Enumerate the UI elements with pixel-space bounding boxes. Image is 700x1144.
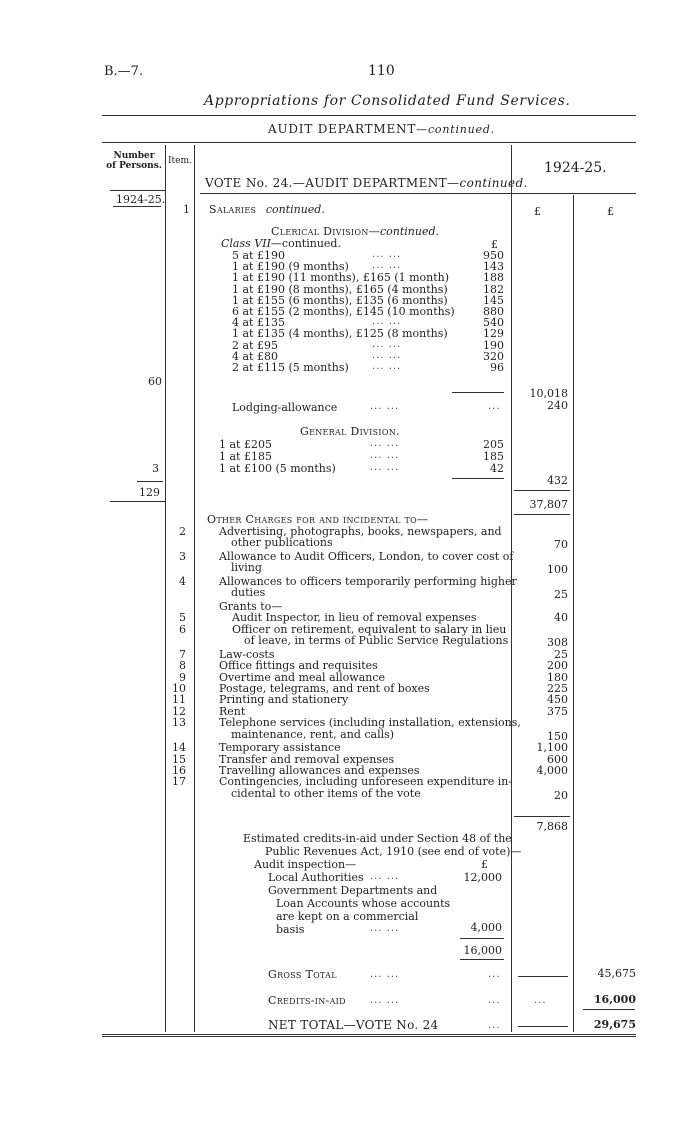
charge-line: cidental to other items of the vote bbox=[231, 787, 421, 800]
charge-amount: 200 bbox=[547, 659, 568, 672]
persons-column-header bbox=[104, 151, 164, 171]
class-label-continued: —continued. bbox=[270, 237, 341, 250]
clerical-row-dots: ... ... bbox=[372, 350, 402, 361]
govt-line-1: Government Departments and bbox=[268, 884, 438, 897]
credits-in-aid-rule bbox=[583, 1009, 635, 1010]
other-charges-total: 7,868 bbox=[536, 820, 568, 833]
section-title-continued: —continued. bbox=[416, 123, 495, 136]
charge-item-number: 16 bbox=[172, 764, 186, 777]
clerical-row-label: 1 at £190 (9 months) bbox=[232, 260, 349, 273]
lodging-amount: 240 bbox=[547, 399, 568, 412]
net-dash bbox=[518, 1026, 568, 1027]
charge-item-number: 13 bbox=[172, 716, 186, 729]
charge-amount: 100 bbox=[547, 563, 568, 576]
charge-line: Officer on retirement, equivalent to salary in lieu bbox=[232, 623, 507, 636]
clerical-row-label: 1 at £135 (4 months), £125 (8 months) bbox=[232, 327, 448, 340]
general-row-amount: 205 bbox=[483, 438, 504, 451]
general-total: 432 bbox=[547, 474, 568, 487]
govt-dots: ... ... bbox=[370, 923, 400, 934]
gross-total-dots-end: ... bbox=[488, 969, 501, 980]
charge-amount: 25 bbox=[554, 648, 568, 661]
item-column-rule bbox=[194, 145, 195, 1032]
clerical-row-amount: 188 bbox=[483, 271, 504, 284]
year-header-rule bbox=[512, 193, 636, 194]
charge-line: Contingencies, including unforeseen expenditure in- bbox=[219, 775, 513, 788]
class-label-text: Class VII bbox=[221, 237, 271, 250]
clerical-row-amount: 190 bbox=[483, 339, 504, 352]
general-persons: 3 bbox=[152, 462, 159, 475]
gross-dash bbox=[518, 976, 568, 977]
clerical-row-amount: 880 bbox=[483, 305, 504, 318]
clerical-row-dots: ... ... bbox=[372, 361, 402, 372]
gross-total-dots: ... ... bbox=[370, 969, 400, 980]
general-row-amount: 42 bbox=[490, 462, 504, 475]
item-column-header: Item. bbox=[168, 156, 192, 166]
charge-amount: 375 bbox=[547, 705, 568, 718]
running-title: Appropriations for Consolidated Fund Services. bbox=[204, 93, 571, 109]
charge-amount: 1,100 bbox=[536, 741, 568, 754]
bottom-rule bbox=[102, 1034, 636, 1035]
persons-column-rule bbox=[165, 145, 166, 1032]
credits-sum-rule bbox=[460, 938, 504, 939]
charge-amount: 225 bbox=[547, 682, 568, 695]
charge-amount: 150 bbox=[547, 730, 568, 743]
local-authorities-dots: ... ... bbox=[370, 871, 400, 882]
charge-amount: 20 bbox=[554, 789, 568, 802]
clerical-total: 10,018 bbox=[529, 387, 568, 400]
charge-amount: 450 bbox=[547, 693, 568, 706]
charge-item-number: 8 bbox=[179, 659, 186, 672]
charge-item-number: 3 bbox=[179, 550, 186, 563]
charge-line: Grants to— bbox=[219, 600, 283, 613]
net-total-amount: 29,675 bbox=[593, 1018, 636, 1031]
charge-line: Allowances to officers temporarily performing higher bbox=[219, 575, 517, 588]
other-charges-heading: Other Charges for and incidental to— bbox=[207, 513, 429, 526]
clerical-row-amount: 540 bbox=[483, 316, 504, 329]
charge-amount: 180 bbox=[547, 671, 568, 684]
charge-amount: 25 bbox=[554, 588, 568, 601]
persons-total-rule bbox=[110, 501, 165, 502]
clerical-row-dots: ... ... bbox=[372, 316, 402, 327]
lodging-dots: ... ... bbox=[370, 401, 400, 412]
charge-amount: 600 bbox=[547, 753, 568, 766]
lodging-label: Lodging-allowance bbox=[232, 401, 338, 414]
charge-item-number: 9 bbox=[179, 671, 186, 684]
govt-line-2: Loan Accounts whose accounts bbox=[276, 897, 451, 910]
charge-line: duties bbox=[231, 586, 266, 599]
charge-item-number: 5 bbox=[179, 611, 186, 624]
general-row-dots: ... ... bbox=[370, 438, 400, 449]
clerical-row-amount: 145 bbox=[483, 294, 504, 307]
section-rule bbox=[102, 142, 636, 143]
charge-line: Rent bbox=[219, 705, 246, 718]
page-number: 110 bbox=[368, 63, 395, 79]
clerical-row-label: 1 at £190 (11 months), £165 (1 month) bbox=[232, 271, 450, 284]
clerical-sum-rule bbox=[452, 392, 504, 393]
charge-line: living bbox=[231, 561, 262, 574]
general-row-label: 1 at £205 bbox=[219, 438, 272, 451]
clerical-row-dots: ... ... bbox=[372, 260, 402, 271]
clerical-row-dots: ... ... bbox=[372, 339, 402, 350]
charge-line: Travelling allowances and expenses bbox=[219, 764, 420, 777]
description-column-rule bbox=[511, 145, 512, 1032]
persons-header-line1: Number bbox=[113, 151, 155, 161]
general-sum-rule bbox=[452, 478, 504, 479]
charge-amount: 70 bbox=[554, 538, 568, 551]
charge-item-number: 17 bbox=[172, 775, 186, 788]
persons-sum-rule bbox=[137, 481, 163, 482]
clerical-row-label: 4 at £135 bbox=[232, 316, 285, 329]
clerical-row-amount: 129 bbox=[483, 327, 504, 340]
charge-line: Office fittings and requisites bbox=[219, 659, 378, 672]
charge-line: Printing and stationery bbox=[219, 693, 349, 706]
amount-column-rule bbox=[573, 195, 574, 1032]
salaries-total-rule bbox=[514, 514, 570, 515]
other-charges-sum-rule bbox=[514, 816, 570, 817]
vote-title-rule bbox=[200, 193, 511, 194]
header-rule bbox=[102, 115, 636, 116]
salaries-label-continued: continued. bbox=[265, 203, 325, 216]
persons-year-rule bbox=[113, 206, 161, 207]
credits-in-aid-amount: 16,000 bbox=[593, 993, 636, 1006]
charge-line: Transfer and removal expenses bbox=[219, 753, 395, 766]
charge-amount: 308 bbox=[547, 636, 568, 649]
lodging-dots-end: ... bbox=[488, 401, 501, 412]
charge-line: Allowance to Audit Officers, London, to cover cost of bbox=[219, 550, 514, 563]
general-row-dots: ... ... bbox=[370, 450, 400, 461]
credits-in-aid-dots-end: ... bbox=[488, 995, 501, 1006]
salaries-label-text: Salaries bbox=[209, 203, 257, 216]
clerical-row-label: 1 at £190 (8 months), £165 (4 months) bbox=[232, 283, 448, 296]
charge-item-number: 10 bbox=[172, 682, 186, 695]
total-persons: 129 bbox=[139, 486, 160, 499]
charge-line: Telephone services (including installation, extensions, bbox=[219, 716, 521, 729]
credits-pound-sign: £ bbox=[481, 858, 488, 871]
credits-in-aid-dots-year: ... bbox=[534, 995, 547, 1006]
charge-line: Advertising, photographs, books, newspapers, and bbox=[219, 525, 502, 538]
clerical-row-label: 1 at £155 (6 months), £135 (6 months) bbox=[232, 294, 448, 307]
salaries-item-number: 1 bbox=[183, 203, 190, 216]
charge-item-number: 4 bbox=[179, 575, 186, 588]
general-row-label: 1 at £100 (5 months) bbox=[219, 462, 336, 475]
pound-sign-year: £ bbox=[534, 205, 541, 218]
gross-total-amount: 45,675 bbox=[597, 967, 636, 980]
credits-total-rule bbox=[460, 959, 504, 960]
general-division-heading: General Division. bbox=[300, 425, 400, 438]
charge-item-number: 7 bbox=[179, 648, 186, 661]
credits-line2: Public Revenues Act, 1910 (see end of vote)— bbox=[265, 845, 522, 858]
charge-amount: 4,000 bbox=[536, 764, 568, 777]
net-total-label: NET TOTAL—VOTE No. 24 bbox=[268, 1018, 439, 1032]
charge-line: Law-costs bbox=[219, 648, 275, 661]
persons-header-line2: of Persons. bbox=[106, 161, 162, 171]
charge-line: Temporary assistance bbox=[219, 741, 341, 754]
credits-total: 16,000 bbox=[463, 944, 502, 957]
general-row-dots: ... ... bbox=[370, 462, 400, 473]
charge-item-number: 2 bbox=[179, 525, 186, 538]
section-title bbox=[268, 122, 495, 136]
clerical-row-label: 2 at £115 (5 months) bbox=[232, 361, 349, 374]
net-total-dots: ... bbox=[488, 1020, 501, 1031]
credits-in-aid-label: Credits-in-aid bbox=[268, 994, 346, 1007]
clerical-persons: 60 bbox=[148, 375, 162, 388]
year-column-header: 1924-25. bbox=[544, 160, 607, 176]
bottom-rule-double bbox=[102, 1036, 636, 1037]
clerical-pound-sign: £ bbox=[491, 238, 498, 251]
local-authorities-amount: 12,000 bbox=[463, 871, 502, 884]
credits-line1: Estimated credits-in-aid under Section 48 of the bbox=[243, 832, 512, 845]
clerical-row-amount: 182 bbox=[483, 283, 504, 296]
charge-amount: 40 bbox=[554, 611, 568, 624]
clerical-row-label: 6 at £155 (2 months), £145 (10 months) bbox=[232, 305, 455, 318]
charge-item-number: 11 bbox=[172, 693, 186, 706]
clerical-row-dots: ... ... bbox=[372, 249, 402, 260]
general-row-label: 1 at £185 bbox=[219, 450, 272, 463]
charge-item-number: 6 bbox=[179, 623, 186, 636]
charge-line: Overtime and meal allowance bbox=[219, 671, 386, 684]
pound-sign-total: £ bbox=[607, 205, 614, 218]
charge-line: Postage, telegrams, and rent of boxes bbox=[219, 682, 430, 695]
charge-line: maintenance, rent, and calls) bbox=[231, 728, 395, 741]
clerical-row-label: 5 at £190 bbox=[232, 249, 285, 262]
persons-header-rule bbox=[110, 190, 165, 191]
clerical-row-amount: 950 bbox=[483, 249, 504, 262]
salaries-total: 37,807 bbox=[529, 498, 568, 511]
vote-title-main: VOTE No. 24.—AUDIT DEPARTMENT— bbox=[205, 176, 460, 190]
clerical-row-amount: 96 bbox=[490, 361, 504, 374]
clerical-row-label: 2 at £95 bbox=[232, 339, 278, 352]
clerical-row-label: 4 at £80 bbox=[232, 350, 278, 363]
charge-line: other publications bbox=[231, 536, 333, 549]
charge-item-number: 15 bbox=[172, 753, 186, 766]
vote-title-continued: continued. bbox=[459, 176, 528, 190]
clerical-row-amount: 143 bbox=[483, 260, 504, 273]
govt-amount: 4,000 bbox=[470, 921, 502, 934]
audit-inspection-label: Audit inspection— bbox=[254, 858, 357, 871]
persons-year: 1924-25. bbox=[116, 193, 166, 206]
clerical-heading-text: Clerical Division— bbox=[271, 225, 380, 238]
vote-title bbox=[205, 176, 528, 190]
salaries-sum-rule bbox=[514, 490, 570, 491]
clerical-row-amount: 320 bbox=[483, 350, 504, 363]
local-authorities-label: Local Authorities bbox=[268, 871, 364, 884]
charge-line: Audit Inspector, in lieu of removal expenses bbox=[232, 611, 477, 624]
section-title-main: AUDIT DEPARTMENT bbox=[268, 122, 417, 136]
credits-in-aid-dots: ... ... bbox=[370, 995, 400, 1006]
charge-item-number: 12 bbox=[172, 705, 186, 718]
general-row-amount: 185 bbox=[483, 450, 504, 463]
page-reference: B.—7. bbox=[104, 64, 144, 79]
charge-line: of leave, in terms of Public Service Regulations bbox=[244, 634, 509, 647]
govt-line-3: are kept on a commercial bbox=[276, 910, 419, 923]
charge-item-number: 14 bbox=[172, 741, 186, 754]
gross-total-label: Gross Total bbox=[268, 968, 337, 981]
clerical-heading-continued: continued. bbox=[379, 225, 440, 238]
govt-line-4: basis bbox=[276, 923, 305, 936]
salaries-label bbox=[209, 203, 325, 216]
